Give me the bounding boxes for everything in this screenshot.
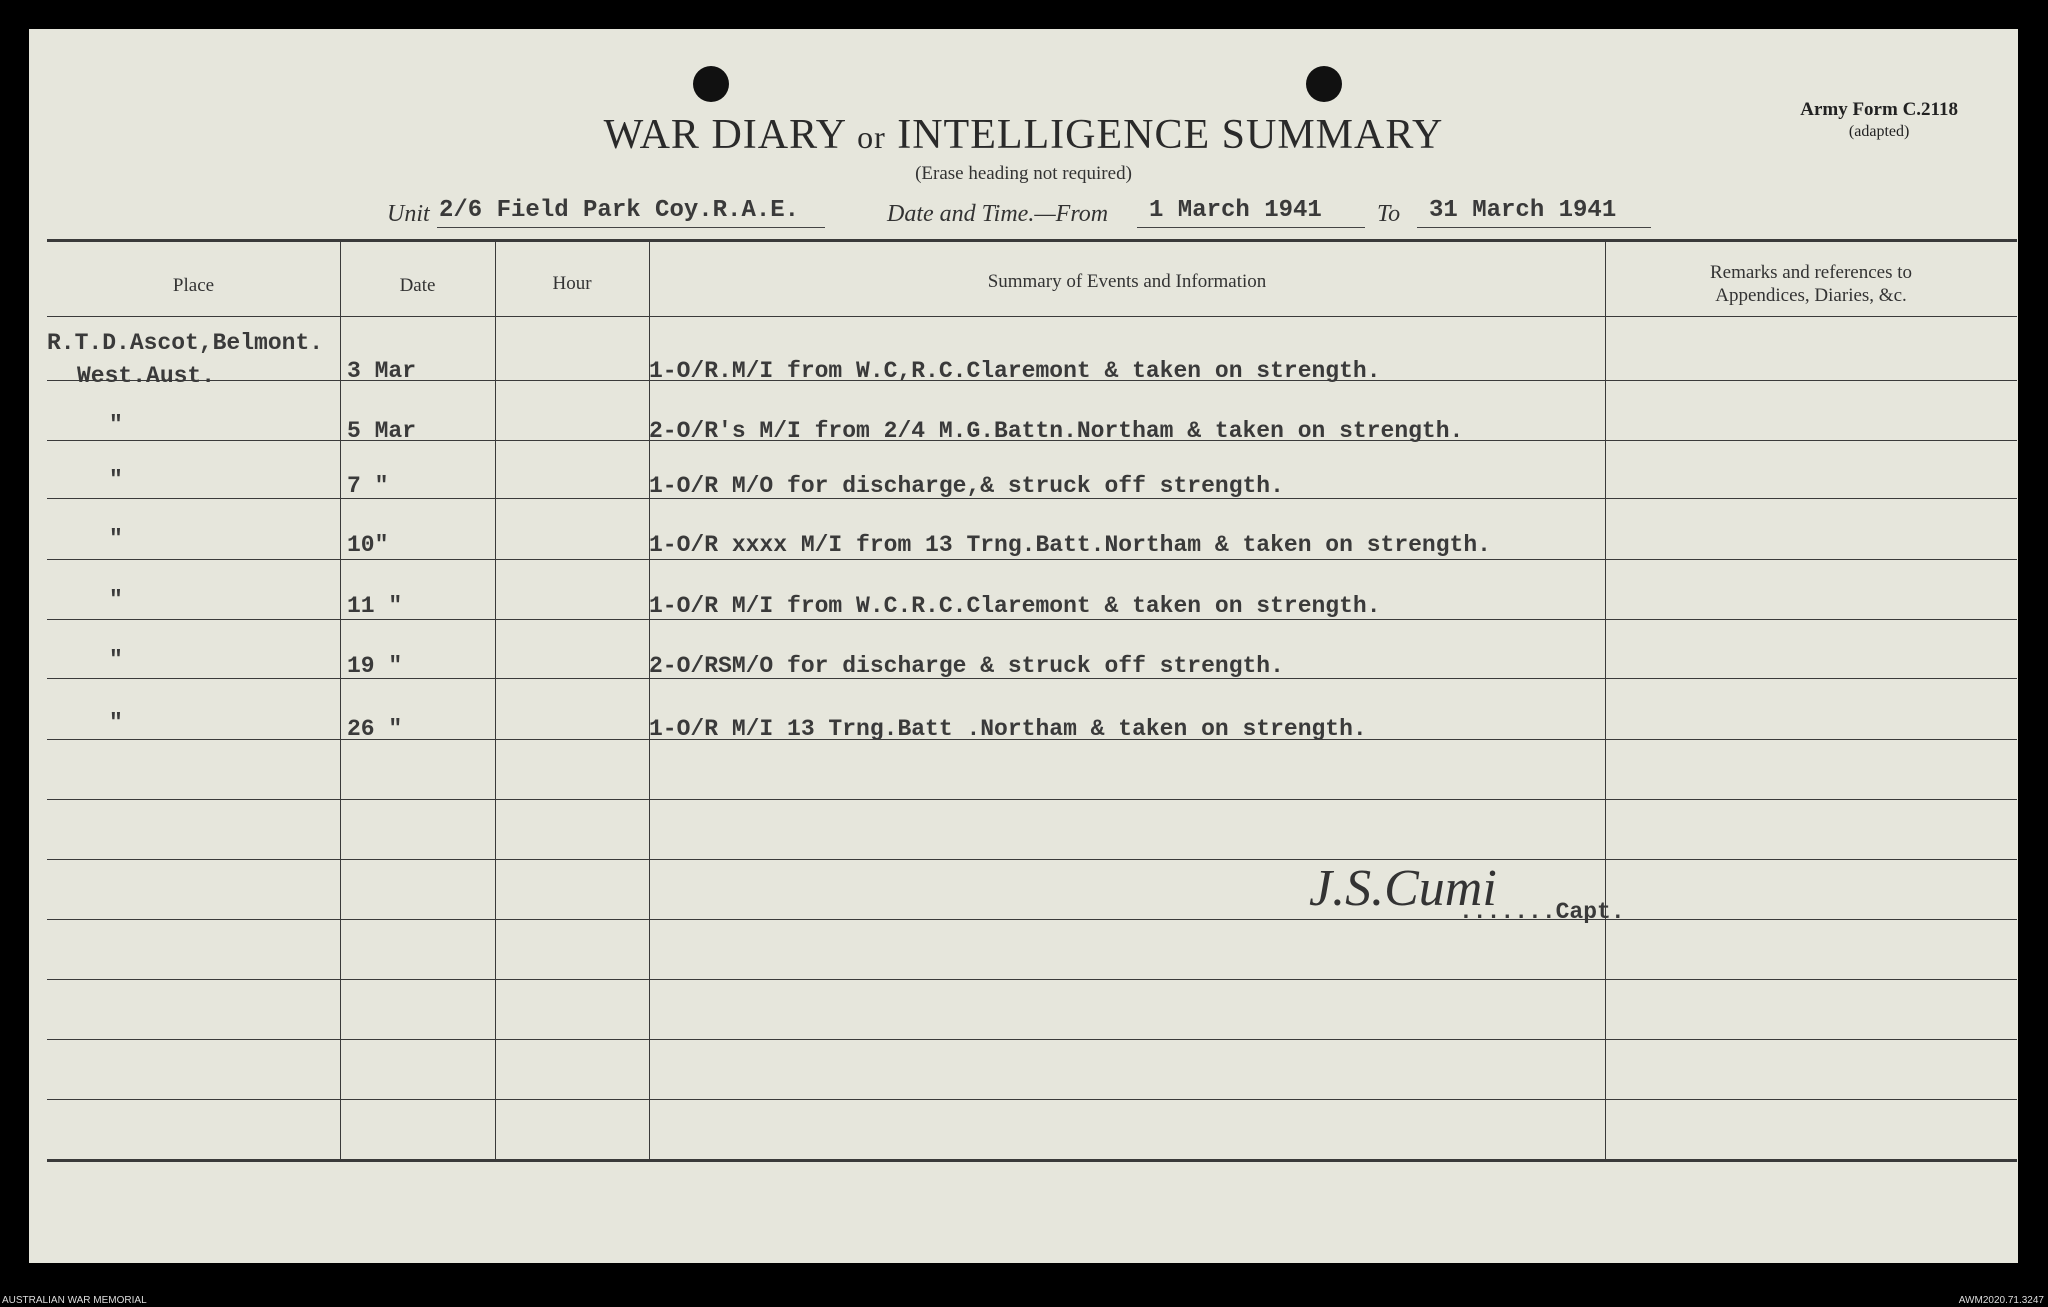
column-divider-place — [340, 241, 341, 1159]
header-remarks-line2: Appendices, Diaries, &c. — [1715, 285, 1907, 306]
title-intelligence-summary: INTELLIGENCE SUMMARY — [897, 112, 1444, 158]
row-rule — [47, 559, 2017, 560]
date-to-value: 31 March 1941 — [1429, 197, 1617, 224]
row-date: 11 " — [347, 593, 403, 619]
row-rule — [47, 1039, 2017, 1040]
signature-rank-text: .......Capt. — [1459, 899, 1625, 925]
row-date: 7 " — [347, 473, 389, 499]
footer-institution: AUSTRALIAN WAR MEMORIAL — [2, 1295, 147, 1306]
form-subtitle: (Erase heading not required) — [915, 163, 1132, 184]
signature-rank — [1309, 899, 1625, 925]
row-place: " — [109, 647, 123, 673]
row-rule — [47, 919, 2017, 920]
row-summary: 1-O/R xxxx M/I from 13 Trng.Batt.Northam & taken on strength. — [649, 532, 1491, 558]
row-rule — [47, 979, 2017, 980]
date-label: Date and Time.—From — [887, 201, 1109, 227]
table-header-rule — [47, 316, 2017, 317]
row-date: 10" — [347, 532, 389, 558]
row-place: " — [109, 467, 123, 493]
header-remarks-line1: Remarks and references to — [1709, 262, 1913, 283]
header-remarks — [1605, 261, 2017, 307]
header-date: Date — [399, 275, 436, 296]
row-rule — [47, 859, 2017, 860]
table-top-rule — [47, 239, 2017, 242]
date-from-underline — [1137, 227, 1365, 228]
header-summary: Summary of Events and Information — [987, 271, 1267, 292]
punch-hole-left — [693, 66, 729, 102]
row-summary: 2-O/RSM/O for discharge & struck off strength. — [649, 653, 1284, 679]
army-form-number: Army Form C.2118 — [1800, 99, 1958, 120]
footer-accession: AWM2020.71.3247 — [1958, 1295, 2044, 1306]
row-place: " — [109, 587, 123, 613]
row-summary: 2-O/R's M/I from 2/4 M.G.Battn.Northam & taken on strength. — [649, 418, 1464, 444]
title-war-diary: WAR DIARY — [603, 112, 846, 158]
row-rule — [47, 799, 2017, 800]
date-to-underline — [1417, 227, 1651, 228]
column-divider-date — [495, 241, 496, 1159]
table-bottom-rule — [47, 1159, 2017, 1162]
army-form-adapted: (adapted) — [1848, 123, 1910, 140]
row-date: 3 Mar — [347, 358, 417, 384]
row-place: " — [109, 710, 123, 736]
row-summary: 1-O/R M/I from W.C.R.C.Claremont & taken on strength. — [649, 593, 1381, 619]
row-summary: 1-O/R M/I 13 Trng.Batt .Northam & taken on strength. — [649, 716, 1367, 742]
signature-scrawl: J.S.Cumi — [1309, 860, 1497, 917]
row-summary: 1-O/R M/O for discharge,& struck off strength. — [649, 473, 1284, 499]
row-date: 19 " — [347, 653, 403, 679]
unit-value: 2/6 Field Park Coy.R.A.E. — [439, 197, 800, 224]
row-date: 26 " — [347, 716, 403, 742]
unit-label: Unit — [387, 201, 430, 227]
unit-underline — [437, 227, 825, 228]
row-rule — [47, 619, 2017, 620]
row-place: " — [109, 412, 123, 438]
row-date: 5 Mar — [347, 418, 417, 444]
date-to-label: To — [1377, 201, 1401, 227]
punch-hole-right — [1306, 66, 1342, 102]
row-place: " — [109, 526, 123, 552]
header-place: Place — [172, 275, 215, 296]
title-or: or — [857, 119, 886, 155]
war-diary-sheet — [29, 29, 2018, 1263]
place-entry-line1: R.T.D.Ascot,Belmont. — [47, 330, 324, 356]
column-divider-summary — [1605, 241, 1606, 1159]
row-rule — [47, 1099, 2017, 1100]
date-from-value: 1 March 1941 — [1149, 197, 1322, 224]
form-title — [29, 111, 2018, 159]
header-hour: Hour — [552, 273, 592, 294]
place-entry-line2: West.Aust. — [77, 363, 216, 389]
row-summary: 1-O/R.M/I from W.C,R.C.Claremont & taken on strength. — [649, 358, 1381, 384]
